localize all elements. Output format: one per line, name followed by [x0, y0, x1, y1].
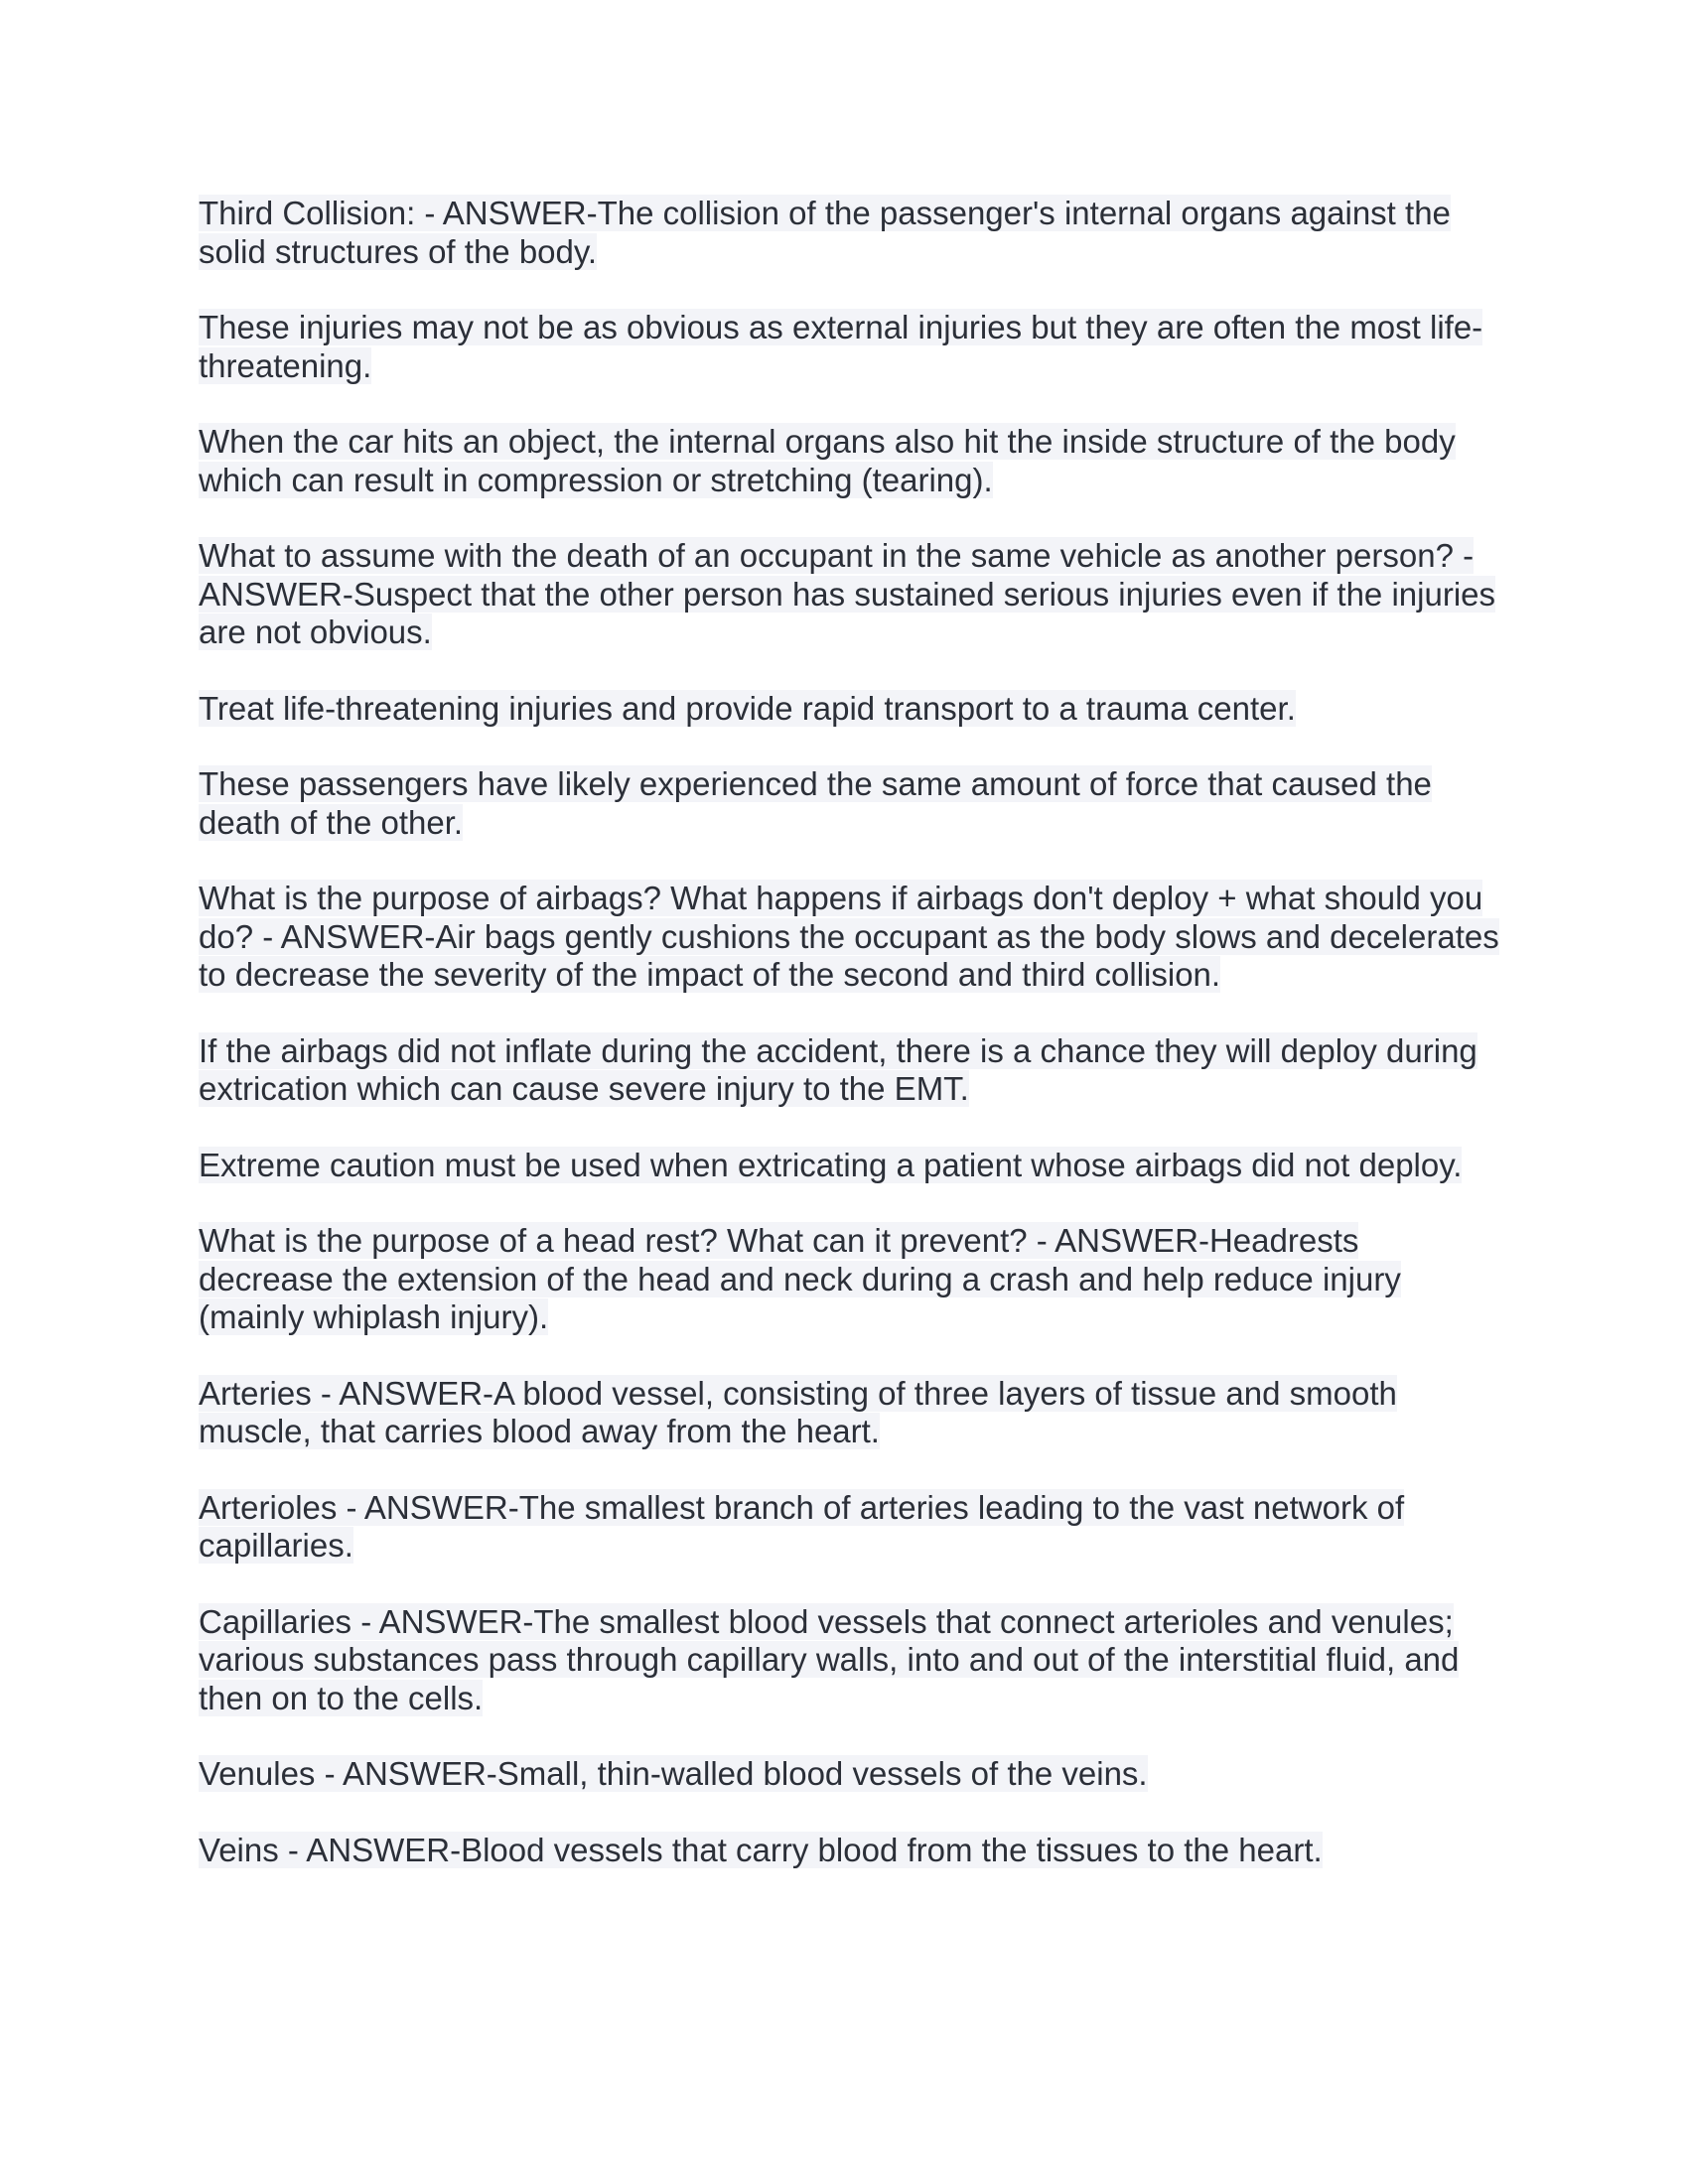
paragraph-death-of-occupant: What to assume with the death of an occupant in the same vehicle as another person? - ANSWER-Suspect that the other person has sustained serious injuries even if the injuries are not obvious.: [199, 537, 1495, 650]
paragraph-arterioles: Arterioles - ANSWER-The smallest branch of arteries leading to the vast network of capillaries.: [199, 1488, 1405, 1564]
paragraph-car-hits-object: When the car hits an object, the internal organs also hit the inside structure of the body which can result in compression or stretching (tearing).: [199, 423, 1456, 498]
paragraph-injuries-not-obvious: These injuries may not be as obvious as external injuries but they are often the most life-threatening.: [199, 309, 1483, 384]
paragraph-veins: Veins - ANSWER-Blood vessels that carry blood from the tissues to the heart.: [199, 1831, 1323, 1868]
paragraph-airbags-not-inflate: If the airbags did not inflate during the accident, there is a chance they will deploy during extrication which can cause severe injury to the EMT.: [199, 1031, 1477, 1107]
paragraph-airbags-purpose: What is the purpose of airbags? What happens if airbags don't deploy + what should you do? - ANSWER-Air bags gently cushions the occupant as the body slows and decelerates to decrease the severity of the impact of the second and third collision.: [199, 880, 1499, 993]
paragraph-head-rest: What is the purpose of a head rest? What can it prevent? - ANSWER-Headrests decrease the extension of the head and neck during a crash and help reduce injury (mainly whiplash injury).: [199, 1222, 1401, 1335]
paragraph-same-force: These passengers have likely experienced the same amount of force that caused the death of the other.: [199, 765, 1432, 841]
paragraph-venules: Venules - ANSWER-Small, thin-walled blood vessels of the veins.: [199, 1755, 1148, 1792]
paragraph-extreme-caution: Extreme caution must be used when extricating a patient whose airbags did not deploy.: [199, 1146, 1463, 1183]
paragraph-capillaries: Capillaries - ANSWER-The smallest blood vessels that connect arterioles and venules; various substances pass through capillary walls, into and out of the interstitial fluid, and then on to the cells.: [199, 1602, 1460, 1716]
paragraph-third-collision: Third Collision: - ANSWER-The collision of the passenger's internal organs against the solid structures of the body.: [199, 195, 1451, 270]
paragraph-arteries: Arteries - ANSWER-A blood vessel, consisting of three layers of tissue and smooth muscle, that carries blood away from the heart.: [199, 1374, 1397, 1449]
document-body: [199, 195, 1499, 1907]
paragraph-treat-injuries: Treat life-threatening injuries and provide rapid transport to a trauma center.: [199, 689, 1296, 727]
